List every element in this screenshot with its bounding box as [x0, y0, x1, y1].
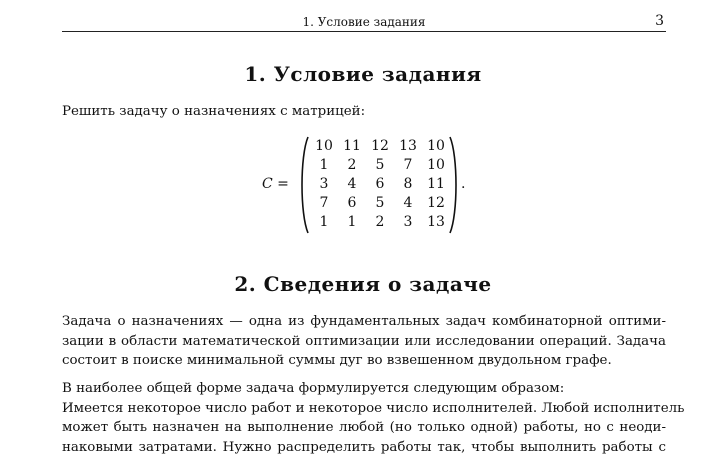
text-line: может быть назначен на выполнение любой (но только одной) работы, но с неоди-	[62, 420, 666, 435]
matrix-cell: 10	[315, 138, 333, 154]
matrix-grid	[310, 137, 450, 232]
paragraph-formulation	[62, 379, 685, 457]
matrix-cell: 2	[375, 214, 385, 230]
right-parenthesis	[448, 136, 460, 234]
matrix-cell: 8	[403, 176, 413, 192]
matrix-cell: 12	[371, 138, 389, 154]
left-parenthesis	[298, 136, 310, 234]
text-line: состоит в поиске минимальной суммы дуг во взвешенном двудольном графе.	[62, 353, 612, 368]
matrix-cell: 5	[375, 195, 385, 211]
matrix-cell: 11	[427, 176, 445, 192]
matrix-cell: 13	[427, 214, 445, 230]
text-line: зации в области математической оптимизации или исследовании операций. Задача	[62, 333, 666, 349]
page-number: 3	[655, 13, 664, 29]
matrix-cell: 7	[319, 195, 329, 211]
text-line: Задача о назначениях — одна из фундаментальных задач комбинаторной оптими-	[62, 314, 666, 329]
matrix-cell: 1	[347, 214, 357, 230]
matrix-cell: 1	[319, 157, 329, 173]
matrix-cell: 5	[375, 157, 385, 173]
equals-sign: =	[272, 176, 289, 192]
intro-paragraph: Решить задачу о назначениях с матрицей:	[62, 104, 366, 119]
section-1-title: 1. Условие задания	[244, 62, 482, 86]
text-line: наковыми затратами. Нужно распределить работы так, чтобы выполнить работы с	[62, 439, 666, 455]
section-2-title: 2. Сведения о задаче	[234, 272, 492, 296]
matrix-variable: C	[262, 176, 273, 192]
matrix-cell: 2	[347, 157, 357, 173]
matrix-cell: 7	[403, 157, 413, 173]
matrix-cell: 4	[347, 176, 357, 192]
matrix-cell: 1	[319, 214, 329, 230]
matrix-cell: 6	[375, 176, 385, 192]
matrix-cell: 4	[403, 195, 413, 211]
matrix-cell: 10	[427, 138, 445, 154]
matrix-cell: 3	[319, 176, 329, 192]
text-line: Имеется некоторое число работ и некоторое число исполнителей. Любой исполнитель	[62, 400, 685, 416]
running-title: 1. Условие задания	[302, 15, 426, 29]
matrix-cell: 11	[343, 138, 361, 154]
equation-lhs	[262, 176, 289, 192]
text-line: В наиболее общей форме задача формулируется следующим образом:	[62, 381, 565, 396]
matrix-cell: 13	[399, 138, 417, 154]
matrix-cell: 3	[403, 214, 413, 230]
matrix-cell: 12	[427, 195, 445, 211]
paragraph-definition	[62, 312, 666, 371]
equation-period: .	[461, 176, 466, 192]
matrix-cell: 10	[427, 157, 445, 173]
matrix-cell: 6	[347, 195, 357, 211]
running-header	[62, 12, 666, 32]
